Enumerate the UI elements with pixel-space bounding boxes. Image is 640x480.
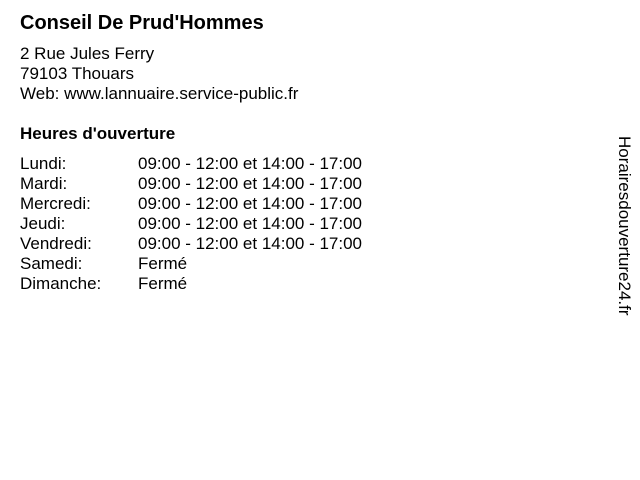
business-name: Conseil De Prud'Hommes (20, 12, 264, 34)
hours-row-friday (20, 234, 440, 254)
hours-row-sunday (20, 274, 440, 294)
hours-value: 09:00 - 12:00 et 14:00 - 17:00 (138, 214, 363, 233)
hours-row-monday (20, 154, 440, 174)
hours-heading: Heures d'ouverture (20, 124, 176, 143)
hours-value: 09:00 - 12:00 et 14:00 - 17:00 (138, 174, 363, 193)
day-label: Lundi: (20, 154, 67, 173)
hours-value: 09:00 - 12:00 et 14:00 - 17:00 (138, 234, 363, 253)
hours-table (20, 154, 440, 294)
hours-value: 09:00 - 12:00 et 14:00 - 17:00 (138, 194, 363, 213)
day-label: Mercredi: (20, 194, 91, 213)
day-label: Mardi: (20, 174, 68, 193)
hours-row-thursday (20, 214, 440, 234)
hours-row-tuesday (20, 174, 440, 194)
day-label: Jeudi: (20, 214, 66, 233)
hours-value: 09:00 - 12:00 et 14:00 - 17:00 (138, 154, 363, 173)
day-label: Vendredi: (20, 234, 92, 253)
day-label: Dimanche: (20, 274, 102, 293)
site-watermark: Horairesdouverture24.fr (615, 136, 634, 316)
address-street: 2 Rue Jules Ferry (20, 44, 155, 63)
hours-value: Fermé (138, 254, 188, 273)
address-block (20, 44, 298, 104)
website-line: Web: www.lannuaire.service-public.fr (20, 84, 299, 103)
day-label: Samedi: (20, 254, 83, 273)
hours-row-saturday (20, 254, 440, 274)
address-city: 79103 Thouars (20, 64, 135, 83)
hours-value: Fermé (138, 274, 188, 293)
hours-row-wednesday (20, 194, 440, 214)
